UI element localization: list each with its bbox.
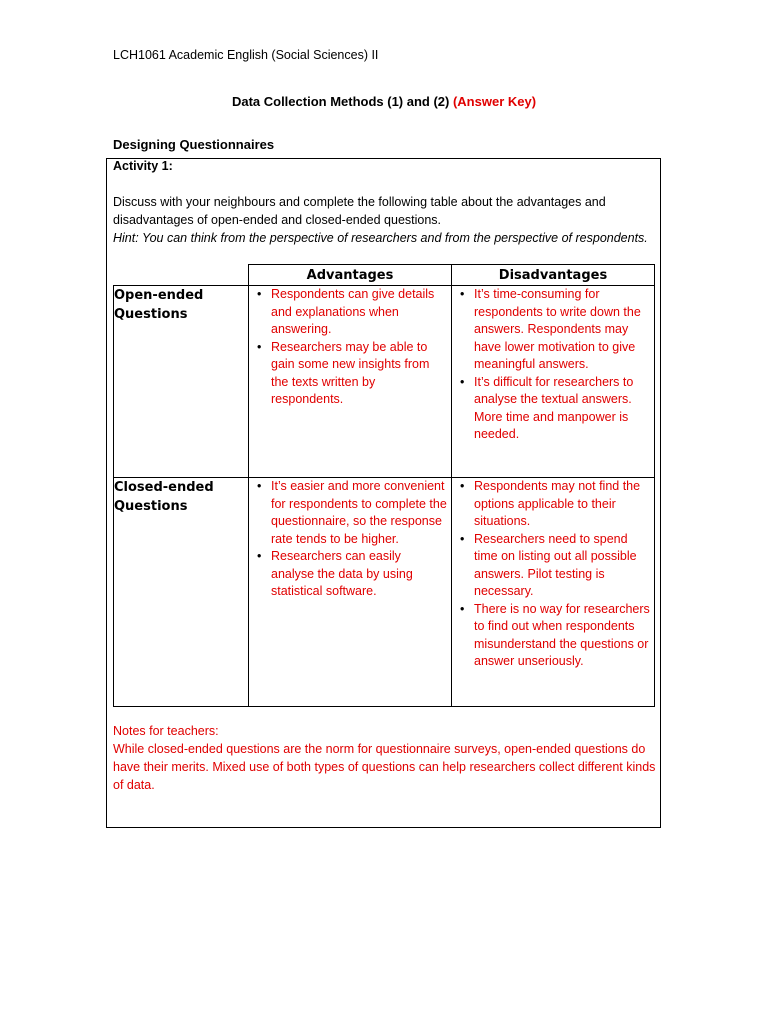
list-item: • Researchers need to spend time on listing out all possible answers. Pilot testing is necessary. [474, 531, 650, 601]
header-disadvantages: Disadvantages [452, 265, 655, 286]
list-item: • Researchers can easily analyse the data by using statistical software. [271, 548, 447, 601]
activity-instructions: Discuss with your neighbours and complete the following table about the advantages and disadvantages of open-ended and closed-ended questions. [113, 195, 606, 227]
page-title [0, 94, 768, 109]
row-label-closed-ended: Closed-ended Questions [114, 478, 249, 707]
open-ended-disadvantages [452, 286, 655, 478]
table-corner [114, 265, 249, 286]
teacher-notes [113, 722, 658, 794]
comparison-table [113, 264, 655, 707]
answer-key-label: (Answer Key) [452, 94, 537, 109]
list-item: • It’s difficult for researchers to analyse the textual answers. More time and manpower is needed. [474, 374, 650, 444]
title-main: Data Collection Methods (1) and (2) [231, 94, 453, 109]
activity-hint: Hint: You can think from the perspective of researchers and from the perspective of respondents. [113, 231, 648, 245]
section-heading: Designing Questionnaires [113, 137, 275, 152]
table-header-row [114, 265, 655, 286]
list-item: • There is no way for researchers to find out when respondents misunderstand the questions or answer unseriously. [474, 601, 650, 671]
row-label-open-ended: Open-ended Questions [114, 286, 249, 478]
table-row-open-ended [114, 286, 655, 478]
list-item: • It’s easier and more convenient for respondents to complete the questionnaire, so the response rate tends to be higher. [271, 478, 447, 548]
notes-body: While closed-ended questions are the norm for questionnaire surveys, open-ended questions do have their merits. Mixed use of both types of questions can help researchers collect different kinds of data. [113, 742, 656, 792]
open-ended-advantages [249, 286, 452, 478]
closed-ended-disadvantages [452, 478, 655, 707]
list-item: • Respondents may not find the options applicable to their situations. [474, 478, 650, 531]
list-item: • Respondents can give details and explanations when answering. [271, 286, 447, 339]
course-header: LCH1061 Academic English (Social Sciences) II [113, 48, 379, 62]
closed-ended-advantages [249, 478, 452, 707]
activity-label: Activity 1: [113, 159, 173, 173]
list-item: • It’s time-consuming for respondents to write down the answers. Respondents may have lower motivation to give meaningful answers. [474, 286, 650, 374]
table-row-closed-ended [114, 478, 655, 707]
activity-instructions-block [113, 193, 658, 247]
header-advantages: Advantages [249, 265, 452, 286]
list-item: • Researchers may be able to gain some new insights from the texts written by respondents. [271, 339, 447, 409]
notes-heading: Notes for teachers: [113, 724, 219, 738]
